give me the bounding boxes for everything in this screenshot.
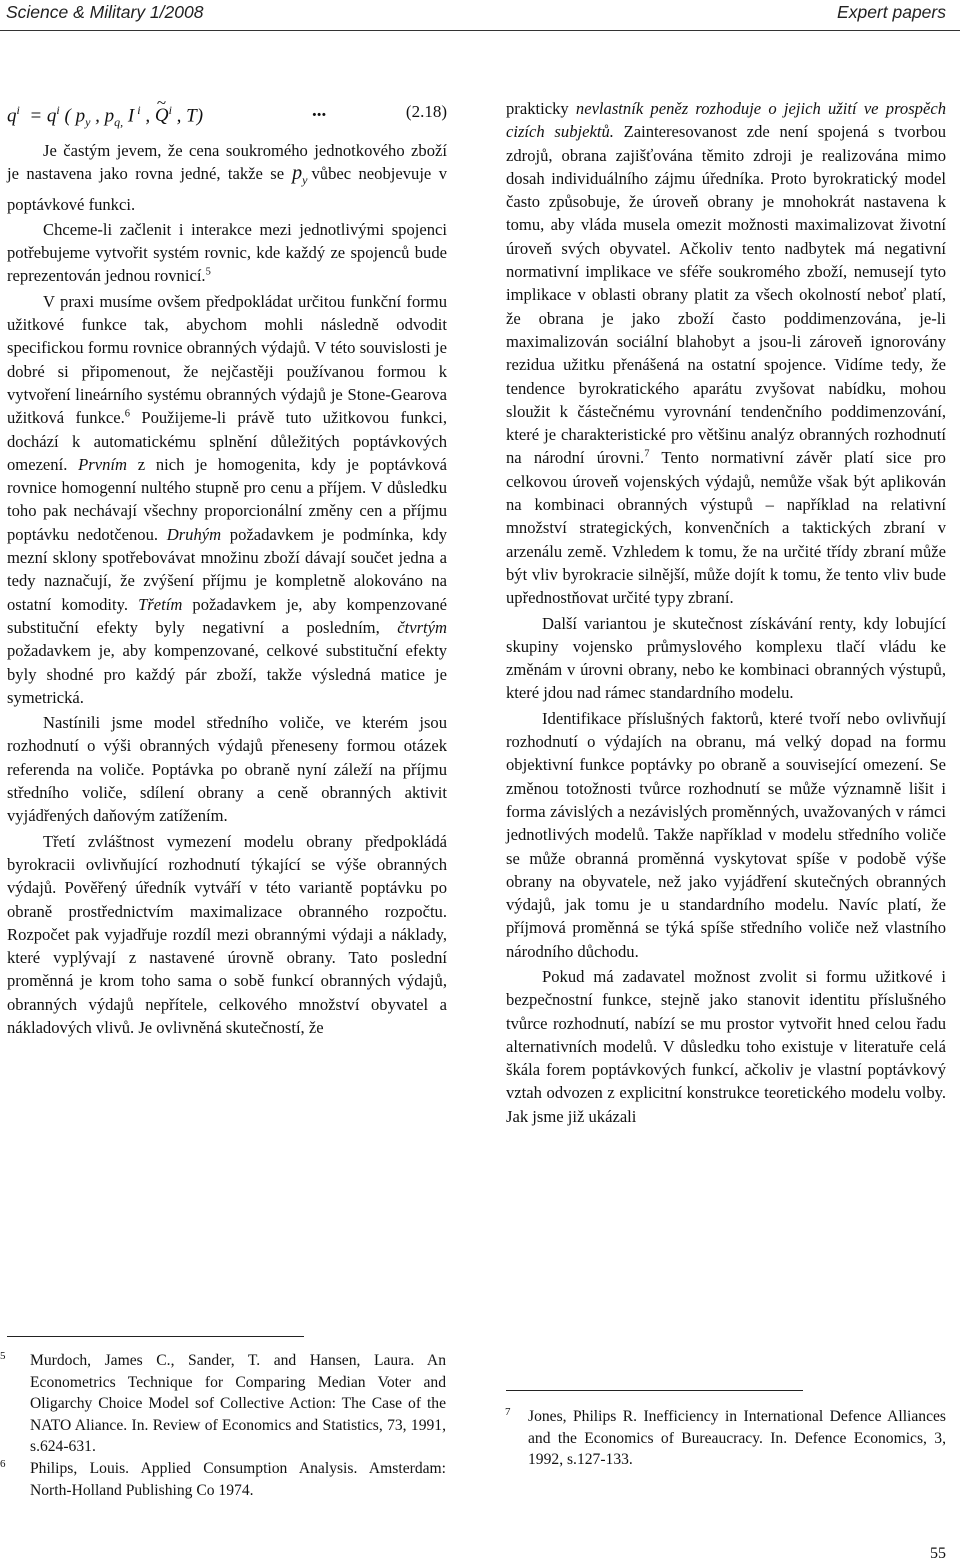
equation-formula: $q^i = q^i$ ( $p_y$ , $p_{q,}$ I $^i$ , ~ $Q^i$ , T) xyxy=(7,99,203,134)
paragraph: Nastínili jsme model středního voliče, ve kterém jsou rozhodnutí o výši obranných výdajů přeneseny formou otázek referenda na voliče. Poptávka po obraně nyní záleží na příjmu středního voliče, sdílení obrany a ceně obranných aktivit vyjádřených daňovým zatížením. xyxy=(7,713,447,826)
paragraph: Je častým jevem, že cena soukromého jednotkového zboží je nastavena jako rovna jedné, takže se $p_y$ vůbec neobjevuje v poptávkové funkci. xyxy=(7,141,448,214)
paragraph: prakticky nevlastník peněz rozhoduje o jejich užití ve prospěch cizích subjektů. Zainteresovanost zde není spojená s tvorbou zdrojů, obrana zajišťována těmito zdroji je realizována mimo dosah individuálního zájmu úředníka. Proto byrokratický model často způsobuje, že úroveň obrany je mnohokrát nastavena k tomu, aby vláda musela omezit možnosti maximalizovat životní úroveň svých obyvatel. Ačkoliv tento nadbytek má negativní normativní implikace ve sféře soukromého zboží, nemusejí tyto implikace v oblasti obrany platit za všech okolností neboť platí, že obrana je jako zboží často poddimenzována, je-li maximalizován sociální blahobyt a jsou-li zároveň ignorovány rezidua užitku přenášená na ostatní spojence. Vidíme tedy, že tendence byrokratického aparátu zvyšovat nabídku, mohou sloužit k částečnému vyrovnání tendenčního poddimenzování, které je charakteristické pro většinu analýz obranných rozhodnutí na národní úrovni.$^7$ Tento normativní závěr platí sice pro celkovou úroveň vojenských výdajů, nemůže však být aplikován na kombinaci obranných výstupů – například na relativní množství strategických, konvenčních a taktických zbraní v arzenálu země. Vzhledem k tomu, že na určité třídy zbraní může být vliv byrokracie silnější, může dojít k tomu, že tento vliv bude upřednostňovat určité typy zbraní. xyxy=(506,99,946,608)
footnote-ref-6: 6 xyxy=(124,408,131,420)
running-header-journal: Science & Military 1/2008 xyxy=(6,2,204,22)
footnote-5: 5 Murdoch, James C., Sander, T. and Hansen, Laura. An Econometrics Technique for Comparing Median Voter and Oligarchy Choice Model sof Collective Action: The Case of the NATO Aliance. In. Review of Economics and Statistics, 73, 1991, s.624-631. xyxy=(30,1350,446,1458)
footnote-rule-left xyxy=(7,1336,304,1337)
header-rule xyxy=(0,30,960,31)
paragraph: Pokud má zadavatel možnost zvolit si formu užitkové i bezpečnostní funkce, stejně jako stanovit identitu příslušného tvůrce rozhodnutí, nabízí se mu prostor vytvořit hned celou řadu alternativních modelů. V důsledku toho existuje v literatuře celá škála forem poptávkových funkcí, ačkoliv je vlastní poptávkový vztah odvozen z explicitní konstrukce teoretického modelu volby. Jak jsme již ukázali xyxy=(506,966,946,1126)
page-number: 55 xyxy=(930,1545,946,1562)
footnote-mark: 7 xyxy=(505,1406,511,1418)
paragraph: Další variantou je skutečnost získávání renty, kdy lobující skupiny vojensko průmyslového komplexu tlačí vládu ke změnám v úrovni obrany, nebo ke kombinaci obranných výstupů, které jdou nad rámec standardního modelu. xyxy=(506,613,946,703)
footnote-7: 7 Jones, Philips R. Inefficiency in International Defence Alliances and the Economics of Bureaucracy. In. Defence Economics, 3, 1992, s.127-133. xyxy=(528,1406,946,1471)
equation-number: (2.18) xyxy=(405,102,447,121)
price-symbol: $p_y$ xyxy=(292,162,308,188)
footnote-mark: 5 xyxy=(0,1350,6,1362)
footnote-ref-5: 5 xyxy=(205,266,211,278)
footnote-rule-right xyxy=(506,1390,803,1391)
paragraph: Třetí zvláštnost vymezení modelu obrany předpokládá byrokracii ovlivňující rozhodnutí týkající se výše obranných výdajů. Pověřený úředník vytváří v této variantě poptávku po obraně prostřednictvím maximalizace obranného rozpočtu. Rozpočet pak vyjadřuje rozdíl mezi obrannými výdaji a náklady, které vyplývají z nastavené úrovně obrany. Tato poslední proměnná je krom toho sama o sobě funkcí obranných výdajů, obranných výdajů nepřítele, celkového množství obyvatel a nákladových vlivů. Je ovlivněná skutečností, že xyxy=(7,831,447,1037)
paragraph: V praxi musíme ovšem předpokládat určitou funkční formu užitkové funkce tak, abychom mohli následně odvodit specifickou formu rovnice obranných výdajů. V této souvislosti je dobré si připomenout, že nejčastěji používanou formou k vytvoření lineárního systému obranných výdajů je Stone-Gearova užitková funkce.$^6$ Použijeme-li právě tuto užitkovou funkci, dochází k automatickému splnění důležitých poptávkových omezení. Prvním z nich je homogenita, kdy je poptávková rovnice homogenní nultého stupně pro cenu a příjem. V důsledku toho pak nechávají všechny proporcionální změny cen a příjmu poptávku nedotčenou. Druhým požadavkem je podmínka, kdy mezní sklony spotřebovávat množinu zboží dávají součet jedna a tedy naznačují, že zvýšení příjmu je kompletně alokováno na ostatní komodity. Třetím požadavkem je, aby kompenzované substituční efekty byly negativní a posledním, čtvrtým požadavkem je, aby kompenzované, celkové substituční efekty byly shodné pro každý pár zboží, takže výsledná matice je symetrická. xyxy=(7,291,447,707)
footnote-mark: 6 xyxy=(0,1458,6,1470)
right-column xyxy=(506,97,946,1128)
equation-ellipsis: ... xyxy=(312,100,327,121)
footnote-ref-7: 7 xyxy=(644,448,650,460)
paragraph: Chceme-li začlenit i interakce mezi jednotlivými spojenci potřebujeme vytvořit systém rovnic, kde každý ze spojenců bude reprezentován jednou rovnicí.$^5$ xyxy=(7,219,447,286)
running-header-section: Expert papers xyxy=(837,2,946,22)
paragraph: Identifikace příslušných faktorů, které tvoří nebo ovlivňují rozhodnutí o výdajích na obranu, má velký dopad na formu objektivní funkce poptávky po obraně a související omezení. Se změnou totožnosti tvůrce rozhodnutí se může významně lišit i forma závislých a nezávislých proměnných, uvažovaných v rámci jednotlivých modelů. Takže například v modelu středního voliče se může obranná proměnná vyskytovat spíše v podobě výše obrany na obyvatele, než jako vyjádření skutečných obranných výdajů, jak tomu je u standardního modelu. Navíc platí, že příjmová proměnná se týká spíše středního voliče než vlastního národního důchodu. xyxy=(506,708,946,961)
equation-2-18 xyxy=(7,97,447,130)
footnote-6: 6 Philips, Louis. Applied Consumption Analysis. Amsterdam: North-Holland Publishing Co 1974. xyxy=(30,1458,446,1501)
left-column xyxy=(7,97,447,1039)
